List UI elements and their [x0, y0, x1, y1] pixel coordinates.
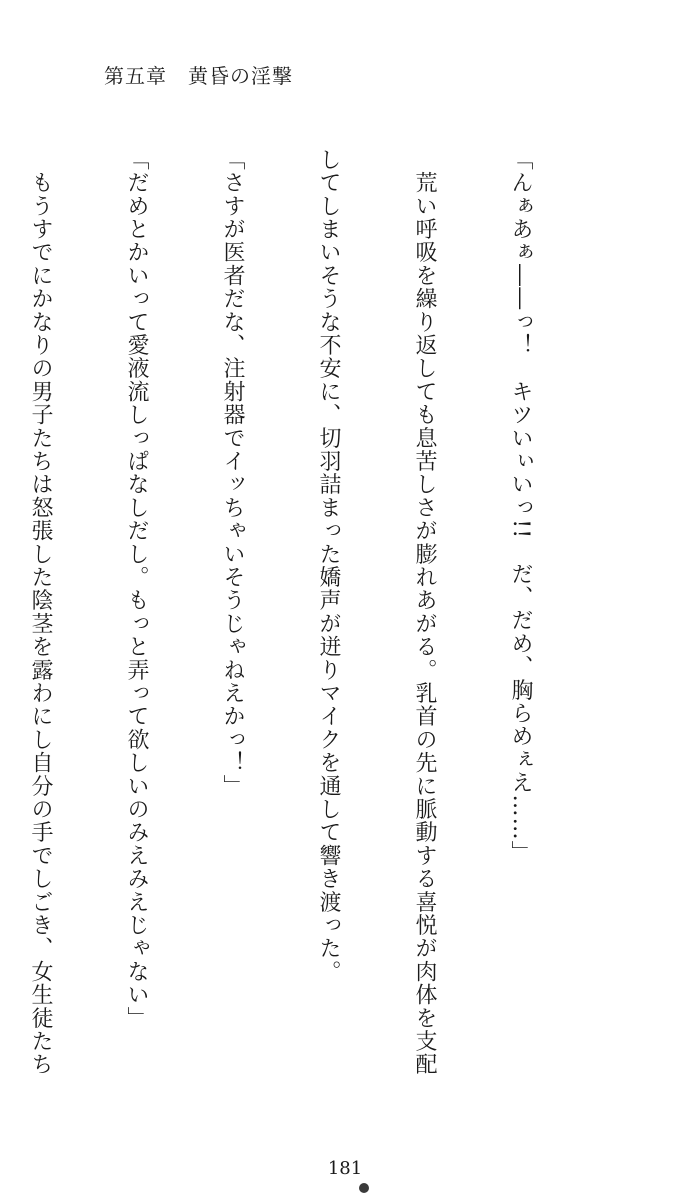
text-line: 「だめとかいって愛液流しっぱなしだし。もっと弄って欲しいのみえみえじゃない」	[124, 148, 149, 1030]
text-line: してしまいそうな不安に、切羽詰まった嬌声が迸りマイクを通して響き渡った。	[316, 148, 341, 984]
text-line: 「さすが医者だな、注射器でイッちゃいそうじゃねえかっ！」	[220, 148, 245, 798]
body-text	[28, 148, 600, 1076]
text-line: 荒い呼吸を繰り返しても息苦しさが膨れあがる。乳首の先に脈動する喜悦が肉体を支配	[412, 148, 437, 1076]
chapter-title: 第五章 黄昏の淫撃	[104, 64, 293, 88]
page-number: 181	[327, 1158, 363, 1179]
text-line: もうすでにかなりの男子たちは怒張した陰茎を露わにし自分の手でしごき、女生徒たち	[28, 148, 53, 1076]
page-marker-dot	[359, 1183, 369, 1193]
text-line: 「んぁあぁ――っ！ キツいぃいっ!! だ、だめ、胸らめぇえ……」	[508, 148, 533, 865]
